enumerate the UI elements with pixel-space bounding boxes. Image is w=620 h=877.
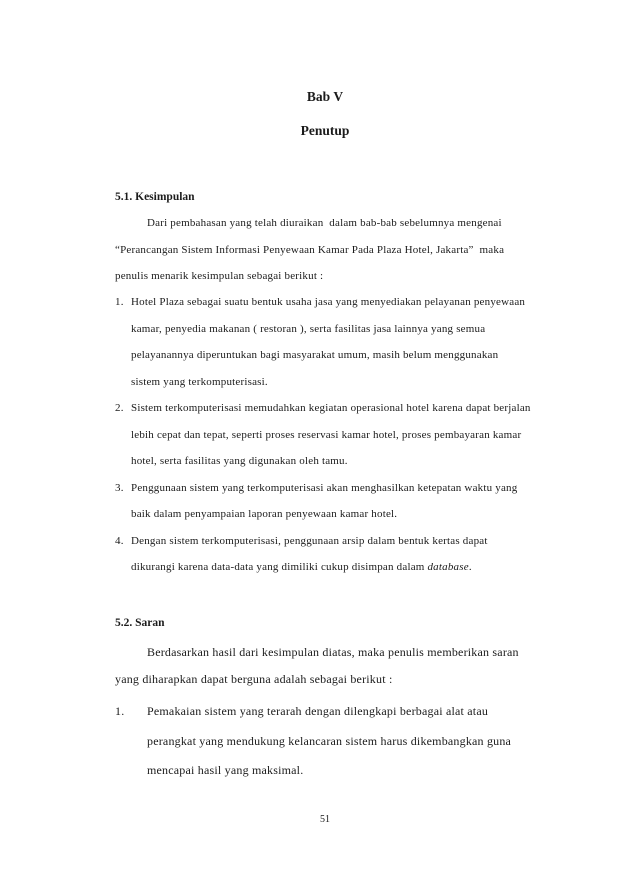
list-item-number: 2. <box>115 402 124 414</box>
list-item-number: 1. <box>115 704 125 718</box>
list-item-line: kamar, penyedia makanan ( restoran ), serta fasilitas jasa lainnya yang semua <box>131 323 486 335</box>
list-item-line-end: . <box>468 561 472 573</box>
chapter-label: Bab V <box>306 89 344 104</box>
list-item-line: Hotel Plaza sebagai suatu bentuk usaha jasa yang menyediakan pelayanan penyewaan <box>131 296 526 308</box>
kesimpulan-intro-line: Dari pembahasan yang telah diuraikan dalam bab-bab sebelumnya mengenai <box>147 217 502 229</box>
list-item-line: mencapai hasil yang maksimal. <box>147 763 304 777</box>
list-item-line: hotel, serta fasilitas yang digunakan oleh tamu. <box>131 455 348 467</box>
kesimpulan-intro-line: penulis menarik kesimpulan sebagai berikut : <box>115 270 324 282</box>
list-item-line <box>131 560 472 574</box>
list-item-line: lebih cepat dan tepat, seperti proses reservasi kamar hotel, proses pembayaran kamar <box>131 429 522 441</box>
list-item-number: 4. <box>115 535 124 547</box>
chapter-title: Penutup <box>300 123 350 138</box>
italic-term: database <box>427 561 469 573</box>
page-number: 51 <box>320 814 330 825</box>
list-item-line: Sistem terkomputerisasi memudahkan kegiatan operasional hotel karena dapat berjalan <box>131 402 531 414</box>
saran-intro-line: yang diharapkan dapat berguna adalah sebagai berikut : <box>115 672 393 686</box>
list-item-line: Penggunaan sistem yang terkomputerisasi akan menghasilkan ketepatan waktu yang <box>131 482 518 494</box>
list-item-line-text: dikurangi karena data-data yang dimiliki cukup disimpan dalam <box>131 561 428 573</box>
section-heading-kesimpulan: 5.1. Kesimpulan <box>115 191 195 203</box>
list-item-line: Dengan sistem terkomputerisasi, penggunaan arsip dalam bentuk kertas dapat <box>131 535 488 547</box>
list-item-line: sistem yang terkomputerisasi. <box>131 376 268 388</box>
kesimpulan-intro-line: “Perancangan Sistem Informasi Penyewaan Kamar Pada Plaza Hotel, Jakarta” maka <box>115 244 505 256</box>
section-heading-saran: 5.2. Saran <box>115 617 165 629</box>
list-item-number: 3. <box>115 482 124 494</box>
list-item-line: baik dalam penyampaian laporan penyewaan kamar hotel. <box>131 508 398 520</box>
saran-intro-line: Berdasarkan hasil dari kesimpulan diatas, maka penulis memberikan saran <box>147 645 519 659</box>
list-item-line: Pemakaian sistem yang terarah dengan dilengkapi berbagai alat atau <box>147 704 489 718</box>
list-item-line: perangkat yang mendukung kelancaran sistem harus dikembangkan guna <box>147 734 512 748</box>
list-item-number: 1. <box>115 296 124 308</box>
list-item-line: pelayanannya diperuntukan bagi masyarakat umum, masih belum menggunakan <box>131 349 499 361</box>
